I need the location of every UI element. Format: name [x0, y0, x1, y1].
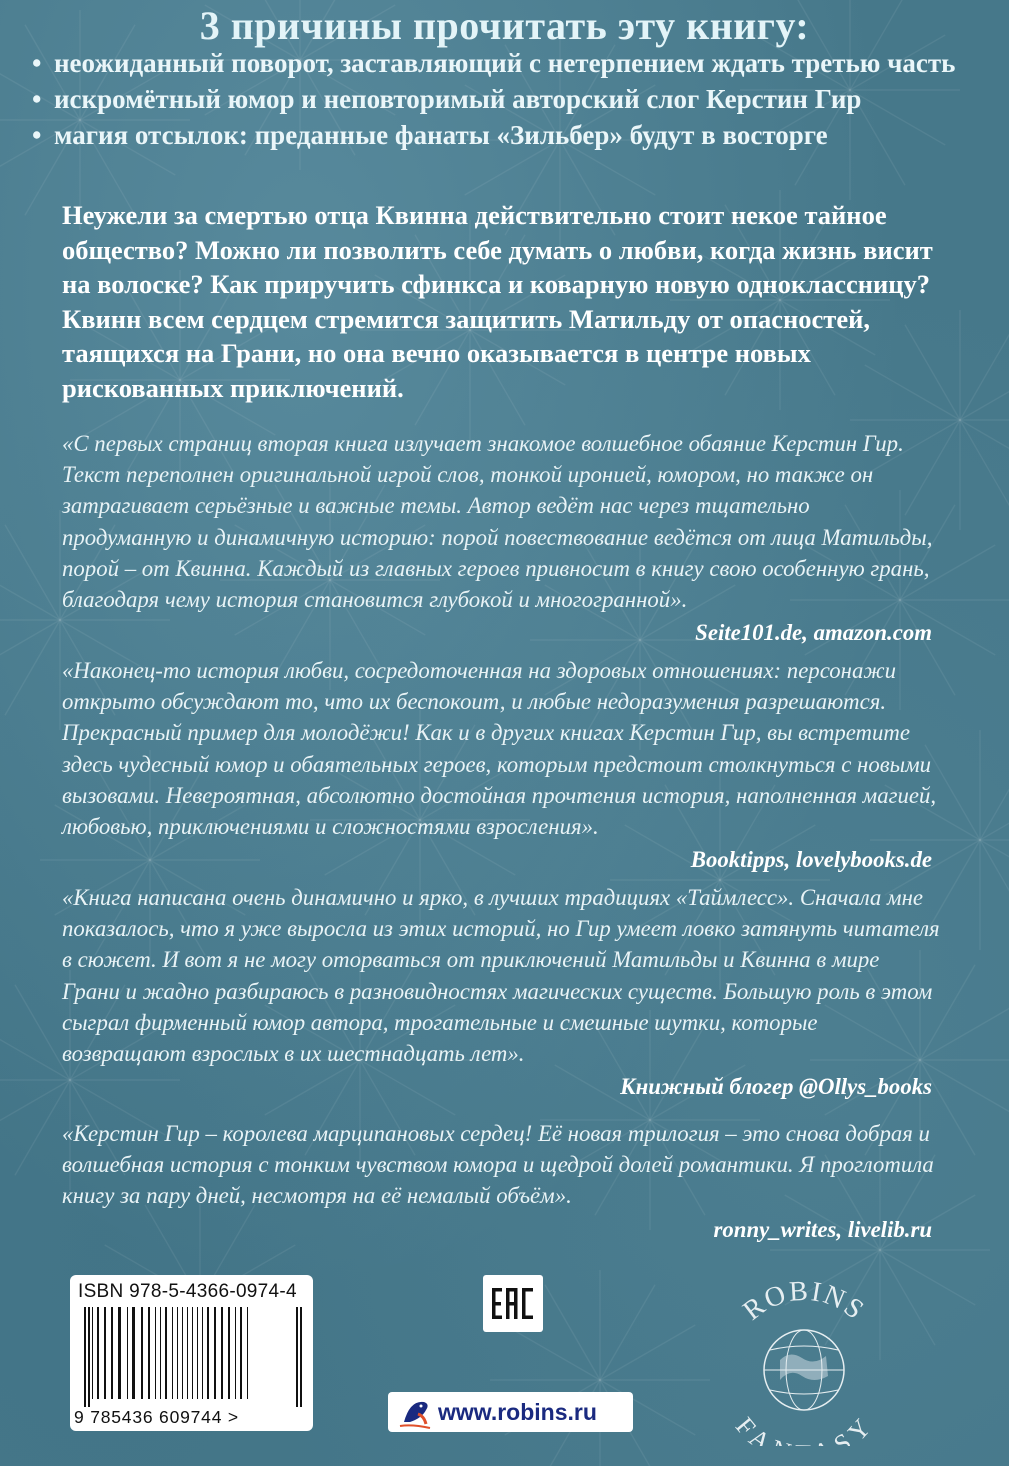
review-quote — [62, 882, 942, 1102]
review-quote — [62, 428, 942, 648]
review-source: Booktipps, lovelybooks.de — [690, 847, 932, 873]
logo-top-text: ROBINS — [737, 1280, 871, 1327]
svg-text:FANTASY — [730, 1412, 878, 1446]
isbn-barcode — [70, 1275, 313, 1431]
reason-item — [32, 118, 982, 152]
review-source: Seite101.de, amazon.com — [695, 620, 932, 646]
review-source: ronny_writes, livelib.ru — [713, 1216, 932, 1242]
review-text: «С первых страниц вторая книга излучает знакомое волшебное обаяние Керстин Гир. Текст переполнен оригинальной игрой слов, тонкой иронией, юмором, но также он затрагивает серьёзные и важные темы. Автор ведёт нас через тщательно продуманную и динамичную историю: порой повествование ведётся от лица Матильды, порой – от Квинна. Каждый из главных героев привносит в книгу свою особенную грань, благодаря чему история становится глубокой и многогранной». — [62, 431, 933, 613]
robins-fantasy-logo — [718, 1280, 890, 1446]
review-text: «Наконец-то история любви, сосредоточенная на здоровых отношениях: персонажи открыто обсуждают то, что их беспокоит, и любые недоразумения разрешаются. Прекрасный пример для молодёжи! Как и в других книгах Керстин Гир, вы встретите здесь чудесный юмор и обаятельных героев, которым предстоит столкнуться с новыми вызовами. Невероятная, абсолютно достойная прочтения история, наполненная магией, любовью, приключениями и сложностями взросления». — [62, 658, 937, 840]
eac-icon — [483, 1275, 543, 1332]
bullet: • — [32, 120, 42, 150]
review-source: Книжный блогер @Ollys_books — [620, 1074, 932, 1100]
reason-text: искромётный юмор и неповторимый авторский слог Керстин Гир — [54, 84, 862, 114]
barcode-digits: 9 785436 609744 > — [74, 1407, 239, 1427]
reason-item — [32, 82, 982, 116]
robin-bird-icon — [396, 1392, 436, 1432]
book-synopsis: Неужели за смертью отца Квинна действительно стоит некое тайное общество? Можно ли позволить себе думать о любви, когда жизнь висит на волоске? Как приручить сфинкса и коварную новую одноклассницу? Квинн всем сердцем стремится защитить Матильду от опасностей, таящихся на Грани, но она вечно оказывается в центре новых рискованных приключений. — [62, 200, 933, 403]
eac-certification-mark — [483, 1275, 543, 1332]
isbn-label: ISBN 978-5-4366-0974-4 — [78, 1281, 297, 1302]
reasons-list — [32, 46, 982, 154]
review-quote — [62, 655, 942, 875]
logo-bottom-text: FA SY — [729, 1411, 878, 1446]
bullet: • — [32, 84, 42, 114]
page-headline: 3 причины прочитать эту книгу: — [199, 3, 810, 48]
svg-text:ROBINS — [737, 1280, 871, 1327]
review-text: «Книга написана очень динамично и ярко, в лучших традициях «Таймлесс». Сначала мне показалось, что я уже выросла из этих историй, но Гир умеет ловко затянуть читателя в сюжет. И вот я не могу оторваться от приключений Матильды и Квинна в мире Грани и жадно разбираюсь в разновидностях магических существ. Большую роль в этом сыграл фирменный юмор автора, трогательные и смешные шутки, которые возвращают взрослых в их шестнадцать лет». — [62, 885, 940, 1067]
review-text: «Керстин Гир – королева марципановых сердец! Её новая трилогия – это снова добрая и волшебная история с тонким чувством юмора и щедрой долей романтики. Я проглотила книгу за пару дней, несмотря на её немалый объём». — [62, 1121, 934, 1209]
review-quote — [62, 1118, 942, 1245]
website-url: www.robins.ru — [438, 1399, 597, 1425]
reason-text: неожиданный поворот, заставляющий с нетерпением ждать третью часть — [54, 48, 956, 78]
publisher-website[interactable] — [388, 1392, 633, 1432]
globe-logo-icon — [718, 1280, 890, 1446]
bullet: • — [32, 48, 42, 78]
reason-item — [32, 46, 982, 80]
reason-text: магия отсылок: преданные фанаты «Зильбер» будут в восторге — [54, 120, 828, 150]
